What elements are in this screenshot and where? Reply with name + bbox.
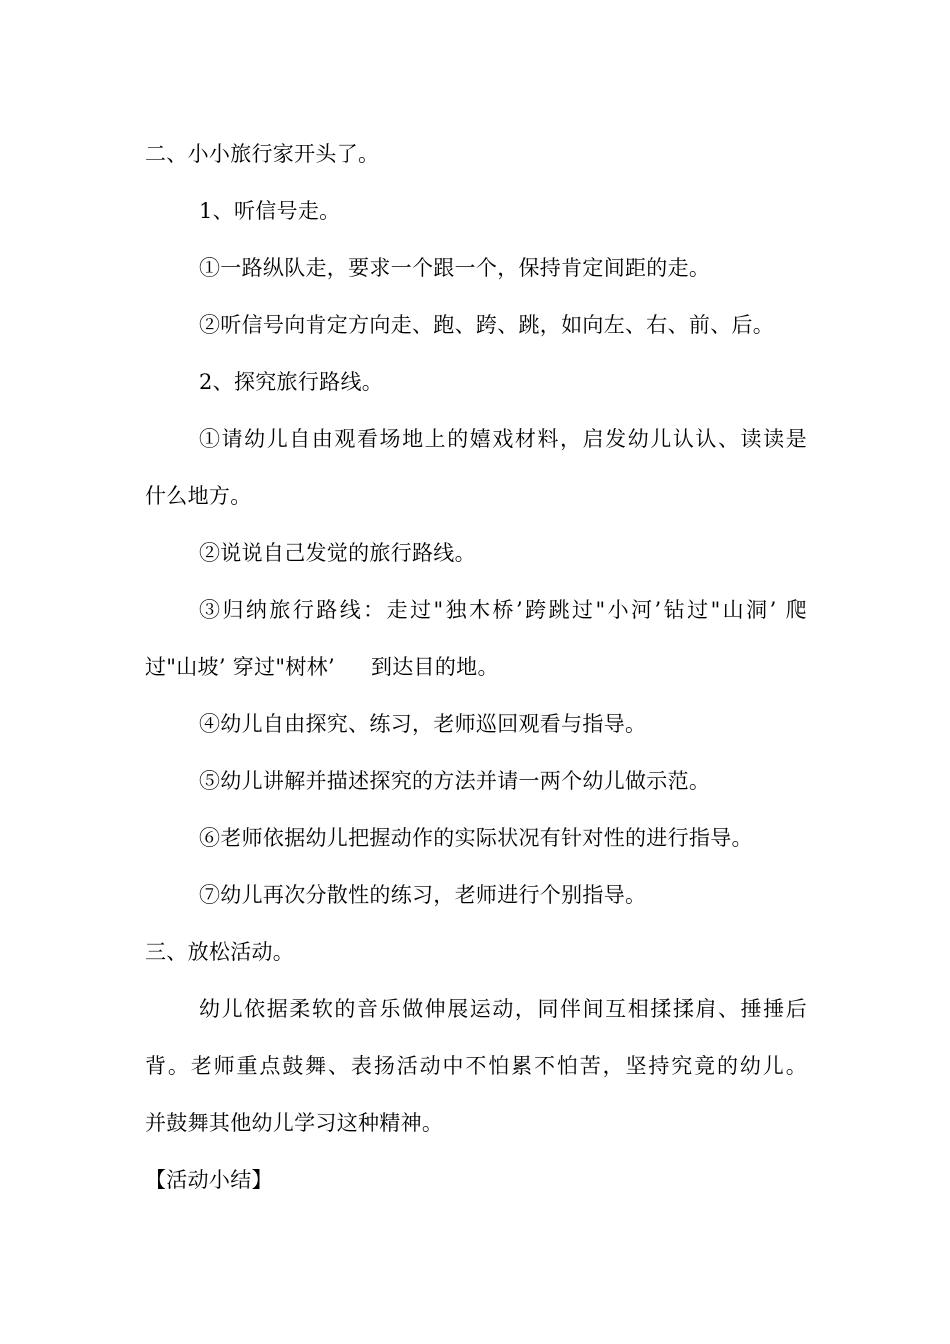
subheading-explore-route: 2、探究旅行路线。 [199,370,384,394]
section-heading-3: 三、放松活动。 [145,940,295,964]
paragraph-item: ①请幼儿自由观看场地上的嬉戏材料，启发幼儿认认、读读是 [199,427,807,451]
paragraph-item: ②说说自己发觉的旅行路线。 [199,541,476,565]
paragraph-continuation: 什么地方。 [145,484,252,508]
section-heading-2: 二、小小旅行家开头了。 [145,142,380,166]
subheading-listen-signal: 1、听信号走。 [199,199,341,223]
paragraph-body: 背。老师重点鼓舞、表扬活动中不怕累不怕苦，坚持究竟的幼儿。 [145,1054,807,1078]
paragraph-body: 幼儿依据柔软的音乐做伸展运动，同伴间互相揉揉肩、捶捶后 [199,997,807,1021]
section-heading-summary: 【活动小结】 [145,1168,273,1192]
route-destination: 到达目的地。 [370,655,499,679]
route-text: 过"山坡’ 穿过"树林’ [145,655,335,679]
paragraph-body: 并鼓舞其他幼儿学习这种精神。 [145,1111,444,1135]
paragraph-continuation [145,652,815,682]
paragraph-item: ①一路纵队走，要求一个跟一个，保持肯定间距的走。 [199,256,711,280]
paragraph-item: ②听信号向肯定方向走、跑、跨、跳，如向左、右、前、后。 [199,313,775,337]
paragraph-item: ⑥老师依据幼儿把握动作的实际状况有针对性的进行指导。 [199,826,753,850]
paragraph-item: ⑦幼儿再次分散性的练习，老师进行个别指导。 [199,883,647,907]
paragraph-item: ⑤幼儿讲解并描述探究的方法并请一两个幼儿做示范。 [199,769,711,793]
paragraph-item: ③归纳旅行路线：走过"独木桥’跨跳过"小河’钻过"山洞’ 爬 [199,598,807,622]
paragraph-item: ④幼儿自由探究、练习，老师巡回观看与指导。 [199,712,647,736]
